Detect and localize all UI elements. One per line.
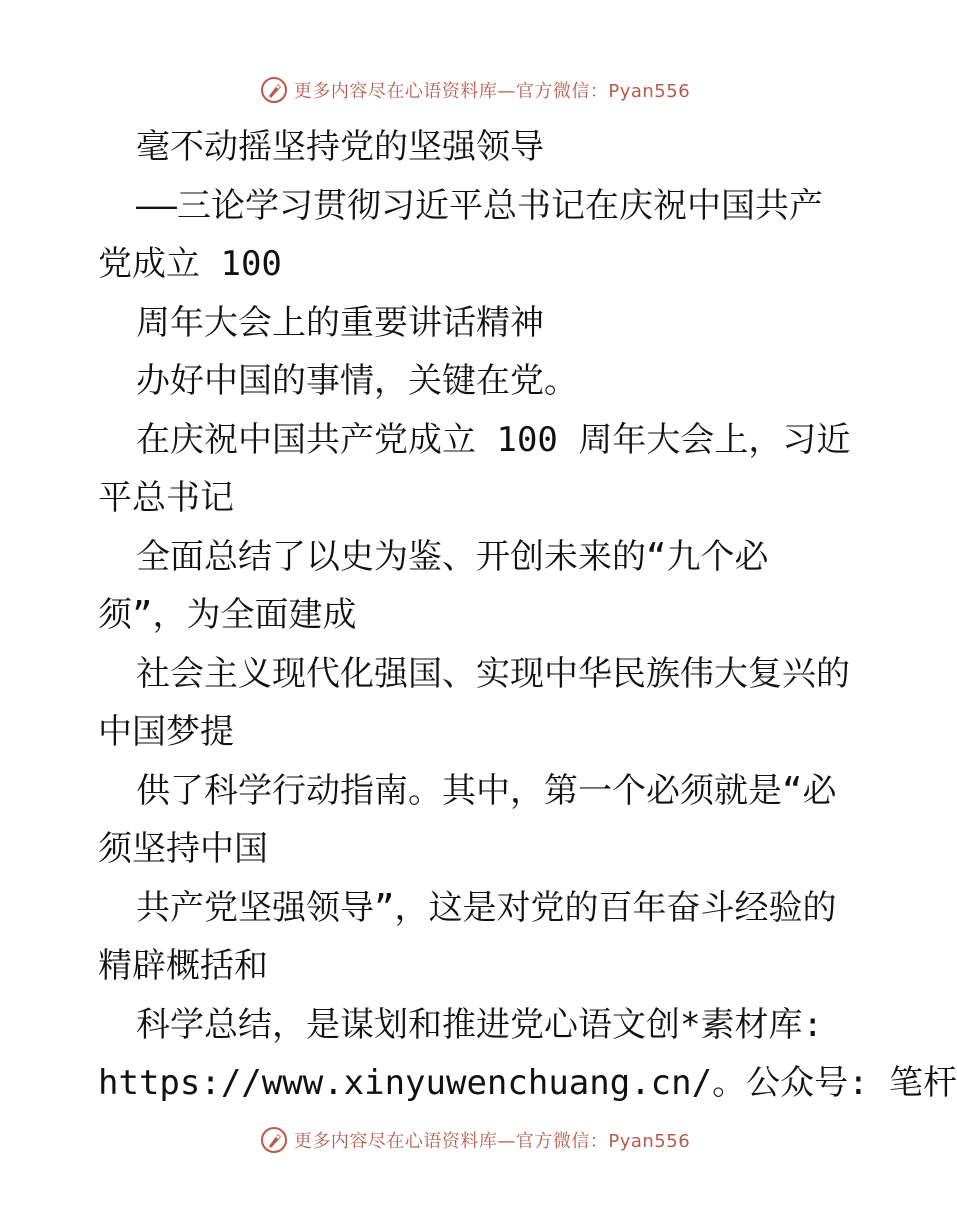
- text-line: 精辟概括和: [98, 946, 268, 986]
- text-line: 中国梦提: [98, 712, 234, 752]
- text-line: 共产党坚强领导”，这是对党的百年奋斗经验的: [136, 887, 837, 928]
- text-line: 须坚持中国: [98, 829, 268, 869]
- text-line: 在庆祝中国共产党成立 100 周年大会上，习近: [136, 419, 851, 460]
- text-line: 社会主义现代化强国、实现中华民族伟大复兴的: [136, 653, 850, 694]
- document-title: 毫不动摇坚持党的坚强领导: [136, 127, 544, 167]
- text-line: 党成立 100: [98, 244, 282, 284]
- header-watermark: [0, 70, 950, 110]
- text-line: 全面总结了以史为鉴、开创未来的“九个必: [136, 536, 769, 577]
- text-line: 须”，为全面建成: [98, 595, 357, 635]
- text-line: 供了科学行动指南。其中，第一个必须就是“必: [136, 770, 837, 811]
- watermark-text: 更多内容尽在心语资料库—官方微信：Pyan556: [293, 1131, 691, 1152]
- document-subtitle: ——三论学习贯彻习近平总书记在庆祝中国共产: [136, 185, 823, 226]
- text-line: 平总书记: [98, 478, 234, 518]
- watermark-text: 更多内容尽在心语资料库—官方微信：Pyan556: [293, 81, 691, 102]
- pen-nib-icon: [260, 1126, 288, 1154]
- text-line: https://www.xinyuwenchuang.cn/。公众号: 笔杆: [98, 1063, 957, 1103]
- pen-nib-icon: [260, 76, 288, 104]
- text-line: 周年大会上的重要讲话精神: [136, 302, 544, 343]
- text-line: 办好中国的事情，关键在党。: [136, 361, 578, 401]
- document-body: [98, 118, 957, 1113]
- footer-watermark: [0, 1120, 950, 1160]
- text-line: 科学总结，是谋划和推进党心语文创*素材库:: [136, 1004, 823, 1045]
